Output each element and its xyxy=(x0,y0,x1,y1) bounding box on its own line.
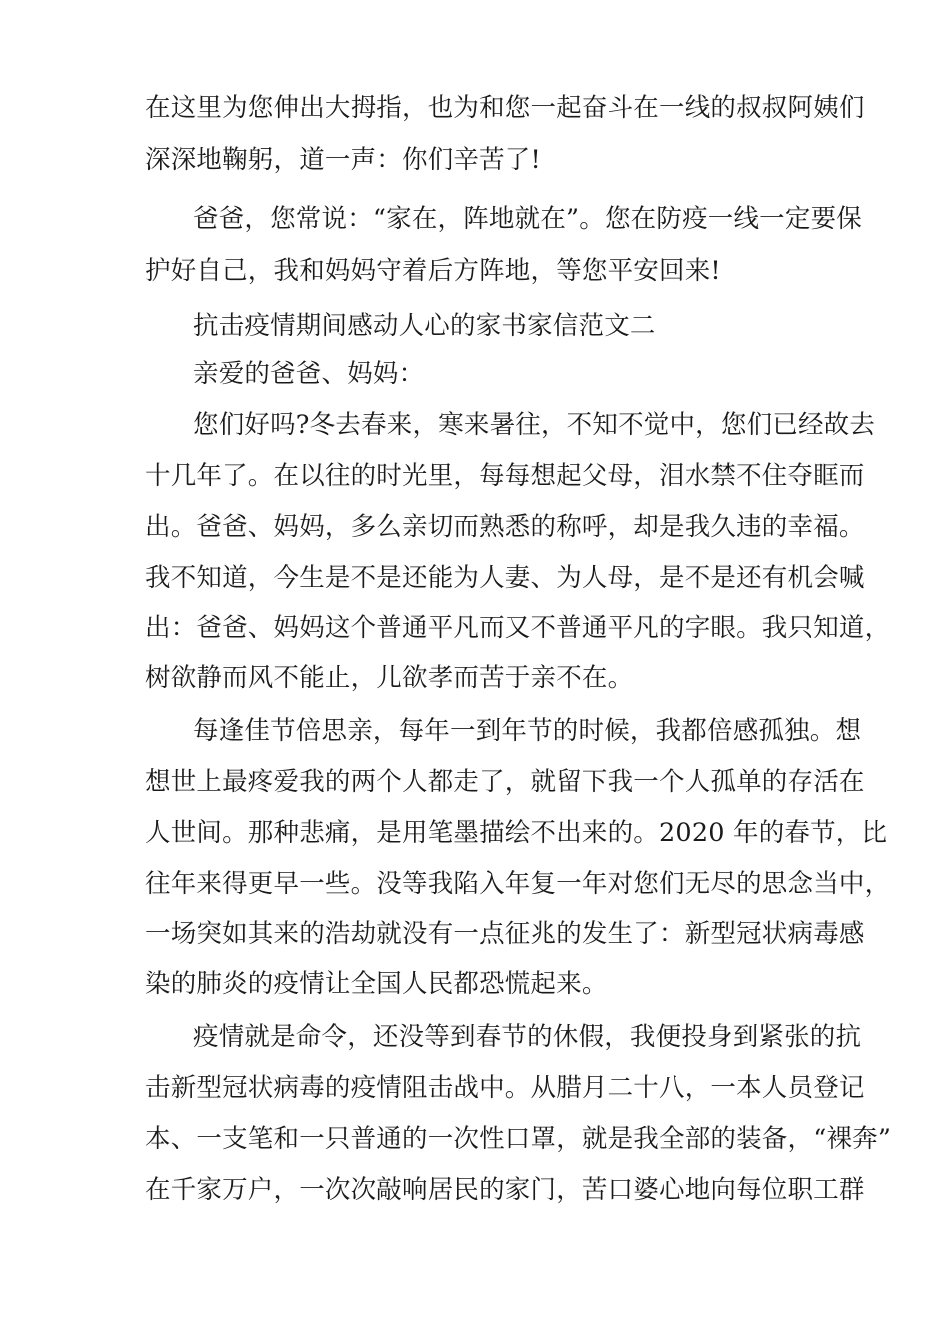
text-line: 想世上最疼爱我的两个人都走了，就留下我一个人孤单的存活在 xyxy=(145,767,865,797)
text-line: 在这里为您伸出大拇指，也为和您一起奋斗在一线的叔叔阿姨们 xyxy=(145,93,865,123)
text-line: 出：爸爸、妈妈这个普通平凡而又不普通平凡的字眼。我只知道， xyxy=(145,613,891,643)
paragraph-start-line: 您们好吗?冬去春来，寒来暑往，不知不觉中，您们已经故去 xyxy=(193,410,876,440)
text-line: 往年来得更早一些。没等我陷入年复一年对您们无尽的思念当中， xyxy=(145,869,891,899)
text-line: 击新型冠状病毒的疫情阻击战中。从腊月二十八，一本人员登记 xyxy=(145,1073,865,1103)
letter-salutation: 亲爱的爸爸、妈妈： xyxy=(193,359,425,389)
text-line: 护好自己，我和妈妈守着后方阵地，等您平安回来! xyxy=(145,256,721,286)
text-line: 我不知道，今生是不是还能为人妻、为人母，是不是还有机会喊 xyxy=(145,563,865,593)
text-line: 在千家万户，一次次敲响居民的家门，苦口婆心地向每位职工群 xyxy=(145,1175,865,1205)
paragraph-start-line: 每逢佳节倍思亲，每年一到年节的时候，我都倍感孤独。想 xyxy=(193,716,862,746)
text-line: 出。爸爸、妈妈，多么亲切而熟悉的称呼，却是我久违的幸福。 xyxy=(145,512,865,542)
text-line: 一场突如其来的浩劫就没有一点征兆的发生了：新型冠状病毒感 xyxy=(145,919,865,949)
text-line: 树欲静而风不能止，儿欲孝而苦于亲不在。 xyxy=(145,663,634,693)
paragraph-start-line: 疫情就是命令，还没等到春节的休假，我便投身到紧张的抗 xyxy=(193,1022,862,1052)
paragraph-start-line: 爸爸，您常说：“家在，阵地就在”。您在防疫一线一定要保 xyxy=(193,204,862,234)
text-line: 本、一支笔和一只普通的一次性口罩，就是我全部的装备，“裸奔” xyxy=(145,1124,892,1154)
section-heading: 抗击疫情期间感动人心的家书家信范文二 xyxy=(193,311,656,341)
text-line: 十几年了。在以往的时光里，每每想起父母，泪水禁不住夺眶而 xyxy=(145,461,865,491)
text-line: 染的肺炎的疫情让全国人民都恐慌起来。 xyxy=(145,969,608,999)
text-line: 深深地鞠躬，道一声：你们辛苦了! xyxy=(145,145,541,175)
text-line: 人世间。那种悲痛，是用笔墨描绘不出来的。2020 年的春节，比 xyxy=(145,818,888,848)
